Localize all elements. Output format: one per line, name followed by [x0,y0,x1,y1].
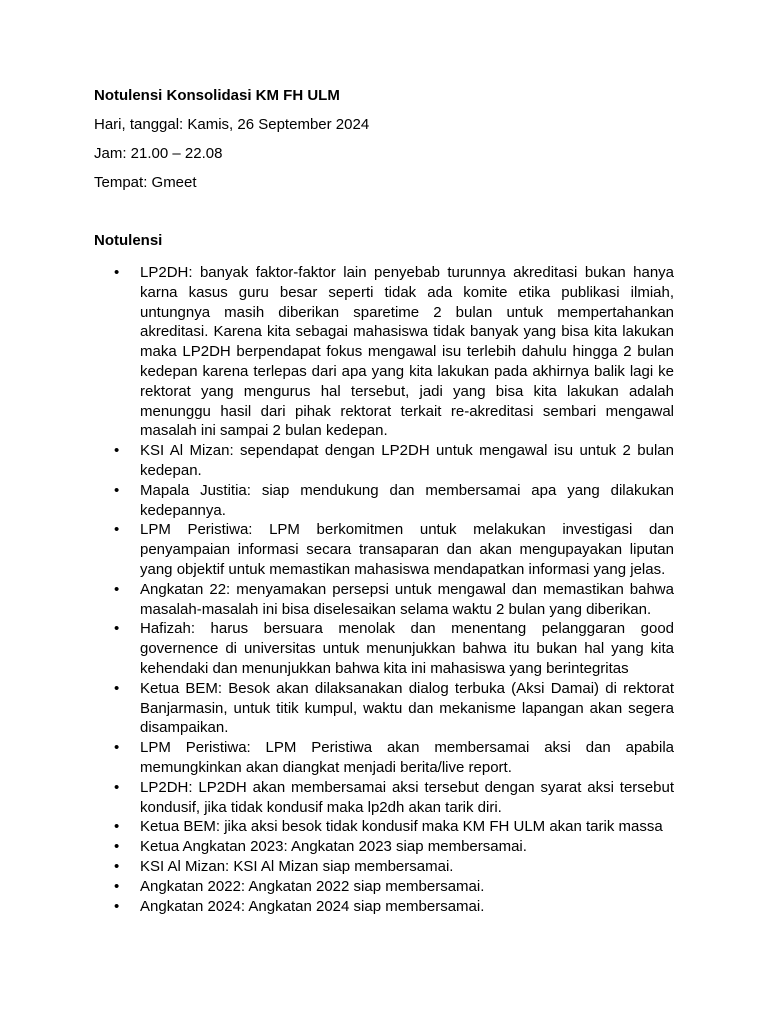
note-text: Ketua BEM: Besok akan dilaksanakan dialog terbuka (Aksi Damai) di rektorat Banjarmasin, untuk titik kumpul, waktu dan mekanisme lapangan akan segera disampaikan. [140,679,674,737]
bullet-icon: • [114,481,120,499]
section-title: Notulensi [94,232,163,249]
list-item [94,778,674,818]
list-item [94,441,674,481]
document-title: Notulensi Konsolidasi KM FH ULM [94,87,340,104]
bullet-icon: • [114,620,120,638]
date-line: Hari, tanggal: Kamis, 26 September 2024 [94,116,370,133]
note-text: Hafizah: harus bersuara menolak dan menentang pelanggaran good governence di universitas untuk menunjukkan bahwa itu bukan hal yang kita kehendaki dan menunjukkan bahwa kita ini mahasiswa yang berintegritas [140,620,674,677]
notes-list [94,263,674,916]
list-item [94,520,674,579]
note-text: Ketua BEM: jika aksi besok tidak kondusif maka KM FH ULM akan tarik massa [140,818,663,836]
bullet-icon: • [114,838,120,856]
bullet-icon: • [114,442,120,460]
place-line: Tempat: Gmeet [94,174,197,191]
bullet-icon: • [114,679,120,697]
note-text: LPM Peristiwa: LPM berkomitmen untuk melakukan investigasi dan penyampaian informasi secara transaparan dan akan mengupayakan liputan yang objektif untuk memastikan mahasiswa mendapatkan informasi yang jelas. [140,521,674,578]
list-item [94,877,674,897]
list-item [94,857,674,877]
note-text: Mapala Justitia: siap mendukung dan membersamai apa yang dilakukan kedepannya. [140,481,674,519]
bullet-icon: • [114,739,120,757]
bullet-icon: • [114,818,120,836]
list-item [94,817,674,837]
note-text: Angkatan 22: menyamakan persepsi untuk mengawal dan memastikan bahwa masalah-masalah ini bisa diselesaikan selama waktu 2 bulan yang diberikan. [140,580,674,618]
note-text: Ketua Angkatan 2023: Angkatan 2023 siap membersamai. [140,838,527,856]
bullet-icon: • [114,264,120,281]
list-item [94,738,674,778]
bullet-icon: • [114,521,120,539]
bullet-icon: • [114,897,120,915]
note-text: KSI Al Mizan: sependapat dengan LP2DH untuk mengawal isu untuk 2 bulan kedepan. [140,442,674,479]
list-item [94,263,674,441]
time-line: Jam: 21.00 – 22.08 [94,145,223,162]
bullet-icon: • [114,877,120,895]
note-text: Angkatan 2022: Angkatan 2022 siap membersamai. [140,877,485,895]
list-item [94,580,674,620]
note-text: LPM Peristiwa: LPM Peristiwa akan membersamai aksi dan apabila memungkinkan akan diangkat menjadi berita/live report. [140,739,674,776]
note-text: LP2DH: LP2DH akan membersamai aksi tersebut dengan syarat aksi tersebut kondusif, jika tidak kondusif maka lp2dh akan tarik diri. [140,778,674,816]
list-item [94,481,674,521]
note-text: KSI Al Mizan: KSI Al Mizan siap membersamai. [140,857,454,875]
bullet-icon: • [114,857,120,875]
list-item [94,897,674,917]
list-item [94,679,674,738]
list-item [94,837,674,857]
bullet-icon: • [114,778,120,796]
note-text: LP2DH: banyak faktor-faktor lain penyebab turunnya akreditasi bukan hanya karna kasus guru besar seperti tidak ada komite etika publikasi ilmiah, untungnya masih diberikan sparetime 2 bulan untuk mempertahankan akreditasi. Karena kita sebagai mahasiswa tidak banyak yang bisa kita lakukan maka LP2DH berpendapat fokus mengawal isu terlebih dahulu hingga 2 bulan kedepan karena terlepas dari apa yang kita lakukan pada akhirnya balik lagi ke rektorat yang mengurus hal tersebut, jadi yang bisa kita lakukan adalah menunggu hasil dari pihak rektorat terkait re-akreditasi sembari mengawal masalah ini sampai 2 bulan kedepan. [140,264,674,440]
list-item [94,619,674,678]
bullet-icon: • [114,580,120,598]
note-text: Angkatan 2024: Angkatan 2024 siap membersamai. [140,897,485,915]
